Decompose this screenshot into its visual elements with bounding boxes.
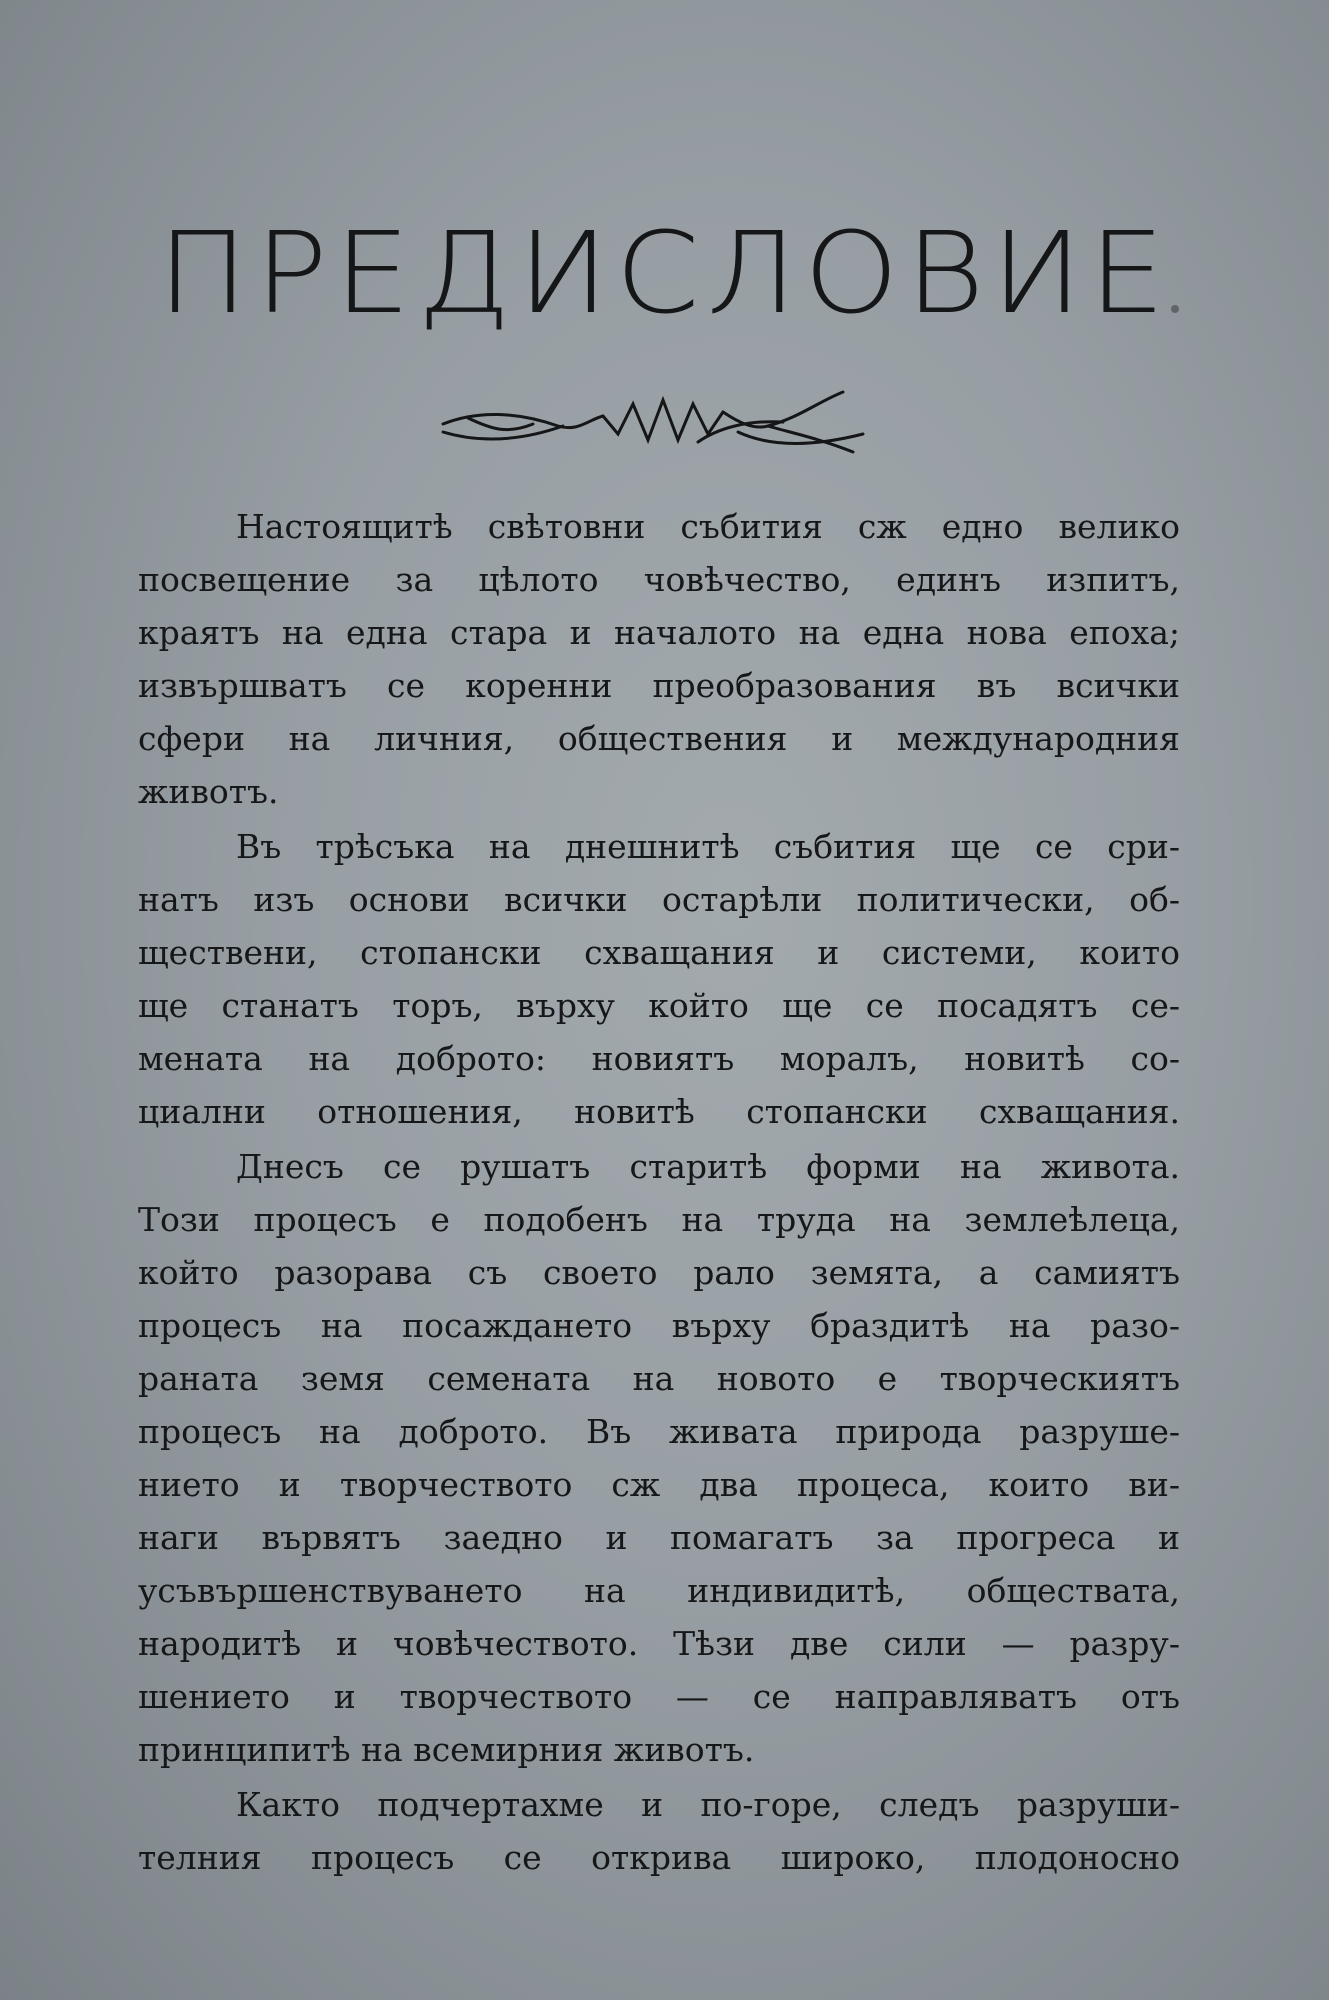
text-line: нието и творчеството сж два процеса, които ви- — [138, 1465, 1180, 1504]
text-line: усъвършенствуването на индивидитѣ, обществата, — [138, 1571, 1180, 1610]
text-line: мената на доброто: новиятъ моралъ, новитѣ со- — [138, 1039, 1180, 1078]
text-line: Днесъ се рушатъ старитѣ форми на живота. — [236, 1147, 1180, 1186]
text-line: Въ трѣсъка на днешнитѣ събития ще се сри- — [236, 827, 1180, 866]
text-line: циални отношения, новитѣ стопански схващания. — [138, 1092, 1180, 1131]
text-line: който разорава съ своето рало земята, а самиятъ — [138, 1253, 1180, 1292]
text-line: наги вървятъ заедно и помагатъ за прогреса и — [138, 1518, 1180, 1557]
text-line: процесъ на доброто. Въ живата природа разруше- — [138, 1412, 1180, 1451]
text-line: Този процесъ е подобенъ на труда на землеѣлеца, — [138, 1200, 1180, 1239]
text-line: посвещение за цѣлото човѣчество, единъ изпитъ, — [138, 560, 1180, 599]
paragraph — [138, 1140, 1180, 1776]
text-line: ще станатъ торъ, върху който ще се посадятъ се- — [138, 986, 1180, 1025]
text-line: принципитѣ на всемирния животъ. — [138, 1730, 755, 1769]
text-line: натъ изъ основи всички остарѣли политически, об- — [138, 880, 1180, 919]
text-line: извършватъ се коренни преобразования въ всички — [138, 666, 1180, 705]
text-line: краятъ на една стара и началото на една нова епоха; — [138, 613, 1180, 652]
text-line: раната земя семената на новото е творческиятъ — [138, 1359, 1180, 1398]
text-line: животъ. — [138, 772, 279, 811]
text-line: ществени, стопански схващания и системи, които — [138, 933, 1180, 972]
page-title: ПРЕДИСЛОВИЕ — [157, 209, 1172, 339]
text-line: процесъ на посаждането върху браздитѣ на разо- — [138, 1306, 1180, 1345]
paragraph — [138, 1778, 1180, 1884]
preface-text — [138, 500, 1180, 1886]
paragraph — [138, 820, 1180, 1138]
text-line: телния процесъ се открива широко, плодоносно — [138, 1838, 1180, 1877]
text-line: народитѣ и човѣчеството. Тѣзи две сили — разру- — [138, 1624, 1180, 1663]
text-line: Настоящитѣ свѣтовни събития сж едно велико — [236, 507, 1180, 546]
text-line: шението и творчеството — се направляватъ отъ — [138, 1677, 1180, 1716]
ornament-divider — [438, 382, 868, 462]
text-line: Както подчертахме и по-горе, следъ разруши- — [236, 1785, 1180, 1824]
paragraph — [138, 500, 1180, 818]
text-line: сфери на личния, обществения и международния — [138, 719, 1180, 758]
